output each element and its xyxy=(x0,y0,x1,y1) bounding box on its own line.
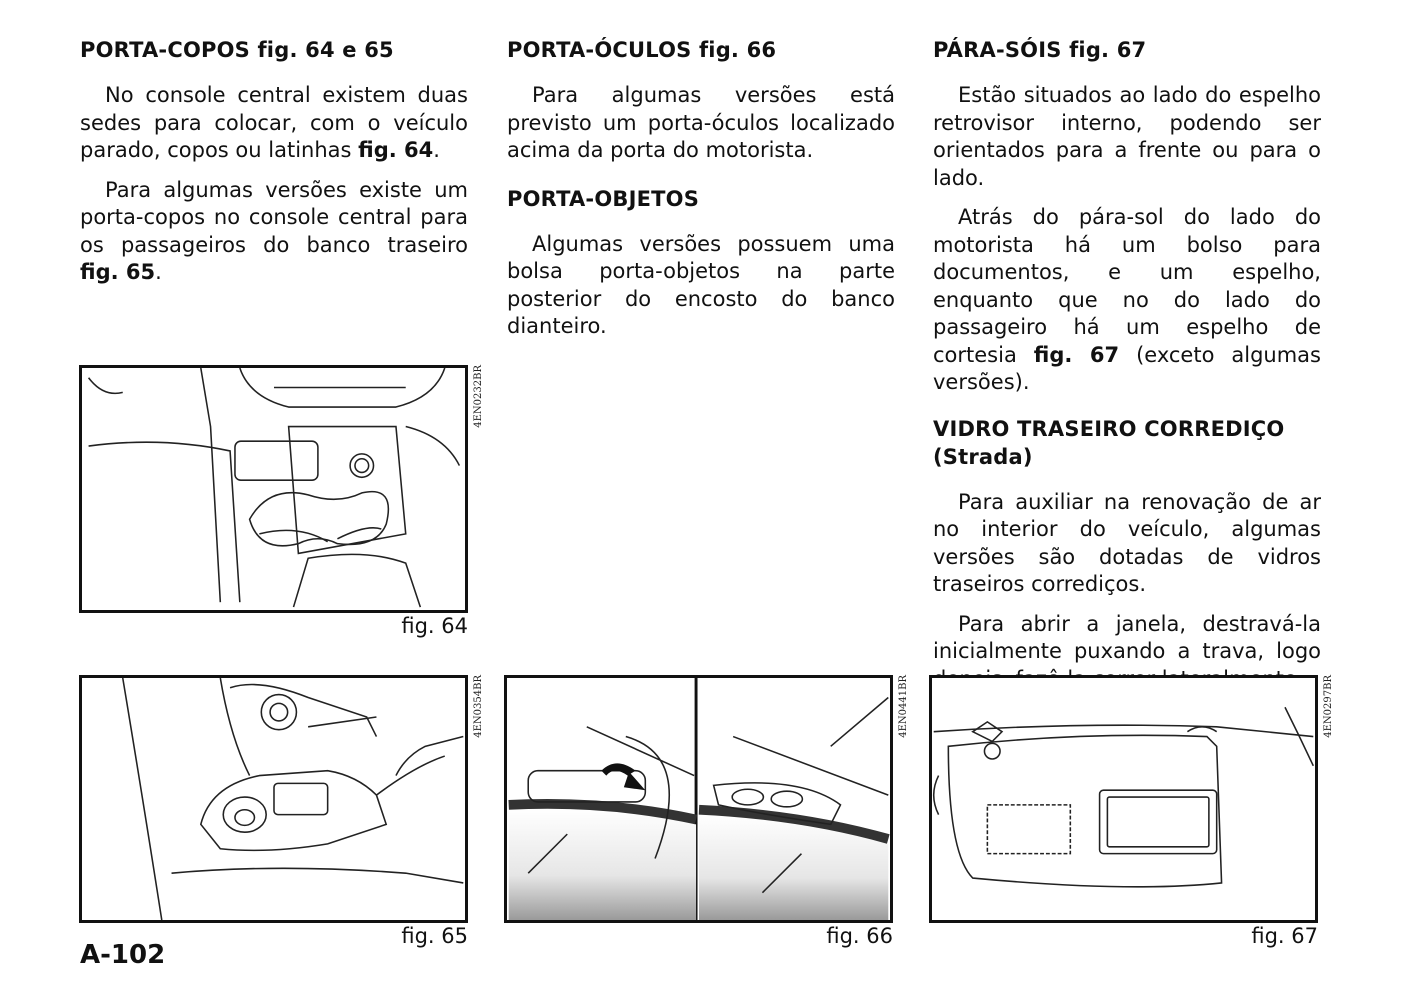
column-1 xyxy=(80,36,468,299)
figure-66-caption: fig. 66 xyxy=(826,924,893,948)
figure-reference: fig. 65 xyxy=(80,260,156,284)
paragraph-end: . xyxy=(155,260,162,284)
figure-64-caption: fig. 64 xyxy=(401,614,468,638)
heading-vidro-traseiro xyxy=(933,415,1321,471)
sun-visor-illustration xyxy=(932,678,1315,920)
figure-67-sun-visor xyxy=(929,675,1318,923)
figure-66-glasses-holder xyxy=(504,675,893,923)
paragraph-text: No console central existem duas sedes para colocar, com o veículo parado, copos ou latinhas xyxy=(80,83,468,162)
figure-65-rear-cupholder xyxy=(79,675,468,923)
heading-line-2: (Strada) xyxy=(933,444,1033,469)
paragraph-vidro-1: Para auxiliar na renovação de ar no interior do veículo, algumas versões são dotadas de vidros traseiros corrediços. xyxy=(933,489,1321,596)
figure-65-caption: fig. 65 xyxy=(401,924,468,948)
page-number: A-102 xyxy=(80,940,166,970)
figure-67-code: 4EN0297BR xyxy=(1323,675,1334,738)
paragraph-text: Para algumas versões existe um porta-copos no console central para os passageiros do banco traseiro xyxy=(80,177,468,257)
paragraph-porta-copos-1 xyxy=(80,82,468,165)
heading-porta-oculos: PORTA-ÓCULOS fig. 66 xyxy=(507,38,777,62)
column-2 xyxy=(507,36,895,353)
paragraph-para-sois-1: Estão situados ao lado do espelho retrovisor interno, podendo ser orientados para a frente ou para o lado. xyxy=(933,83,1321,190)
figure-reference: fig. 67 xyxy=(1033,342,1120,367)
rear-cupholder-illustration xyxy=(82,678,465,920)
paragraph-porta-copos-2 xyxy=(80,177,468,287)
figure-66-code: 4EN0441BR xyxy=(898,675,909,738)
heading-line-1: VIDRO TRASEIRO CORREDIÇO xyxy=(933,416,1285,441)
paragraph-porta-objetos: Algumas versões possuem uma bolsa porta-objetos na parte posterior do encosto do banco dianteiro. xyxy=(507,231,895,338)
paragraph-vidro-2: Para abrir a janela, destravá-la inicialmente puxando a trava, logo xyxy=(933,611,1321,663)
paragraph-para-sois-2 xyxy=(933,204,1321,397)
glasses-holder-illustration xyxy=(507,678,890,920)
heading-porta-copos: PORTA-COPOS fig. 64 e 65 xyxy=(80,38,394,62)
figure-reference: fig. 64 xyxy=(358,138,434,162)
figure-64-cupholder-console xyxy=(79,365,468,613)
paragraph-text: Atrás do pára-sol do lado do motorista há um bolso para documentos, e um espelho, enquanto que no do lado do passageiro há um espelho de cortesia xyxy=(933,205,1321,367)
paragraph-porta-oculos: Para algumas versões está previsto um porta-óculos localizado acima da porta do motorista. xyxy=(507,83,895,162)
paragraph-end: . xyxy=(433,138,440,162)
column-3 xyxy=(933,36,1321,705)
figure-67-caption: fig. 67 xyxy=(1251,924,1318,948)
figure-65-code: 4EN0354BR xyxy=(473,675,484,738)
figure-64-code: 4EN0232BR xyxy=(473,365,484,428)
cupholder-illustration xyxy=(82,368,465,610)
heading-para-sois: PÁRA-SÓIS fig. 67 xyxy=(933,38,1147,62)
heading-porta-objetos: PORTA-OBJETOS xyxy=(507,186,700,211)
paragraph-end: (exceto algumas versões). xyxy=(933,342,1321,394)
